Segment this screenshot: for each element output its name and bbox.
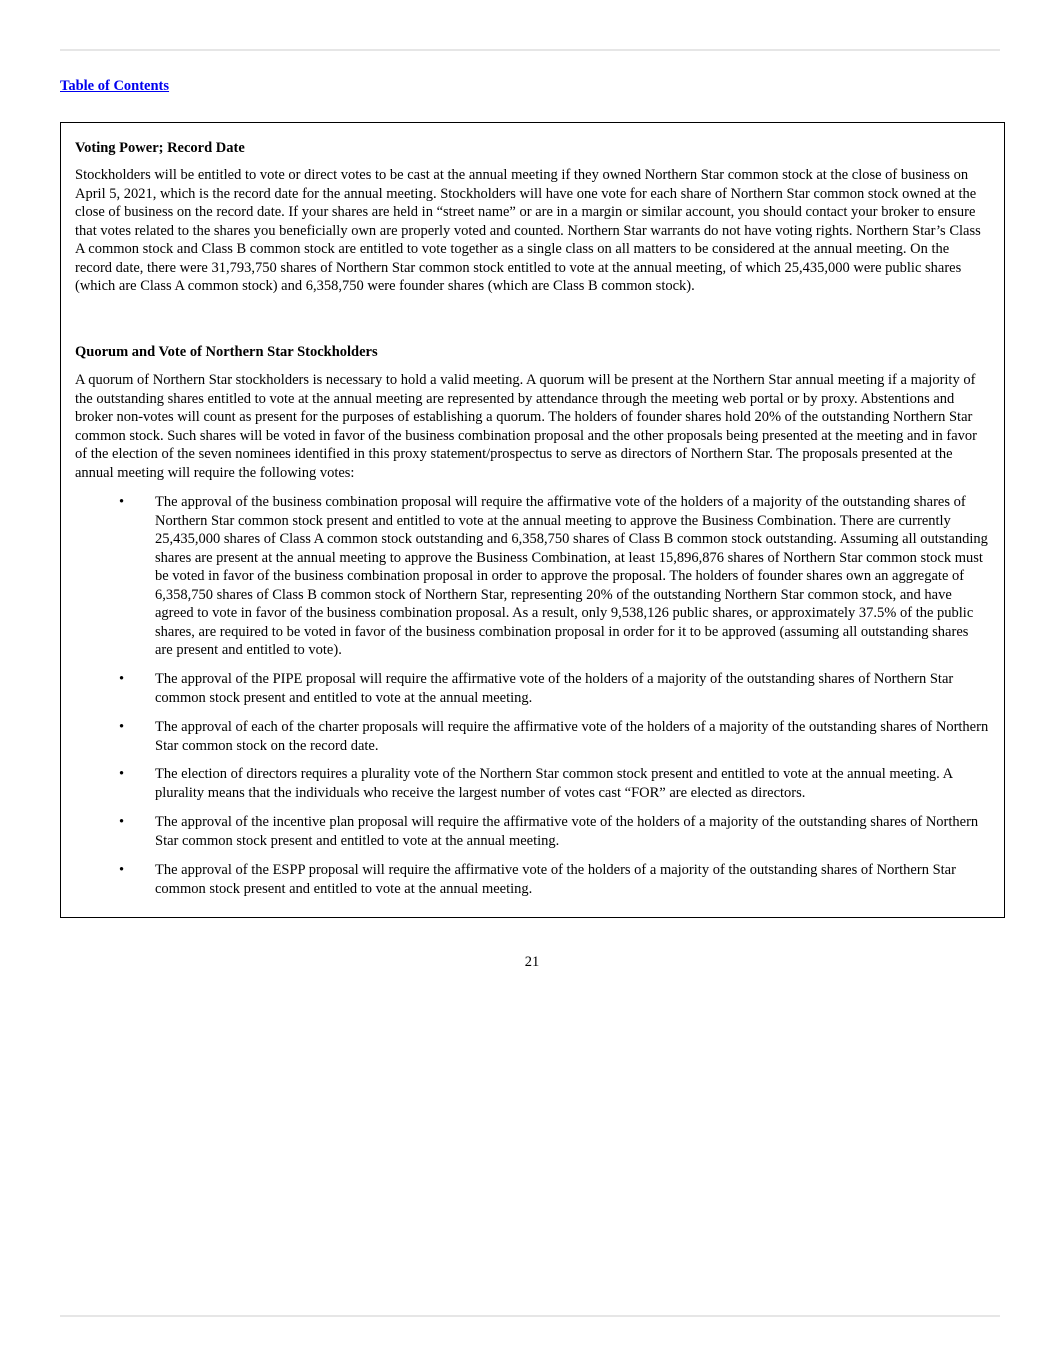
list-item-text: The approval of the PIPE proposal will require the affirmative vote of the holders of a majority of the outstanding shares of Northern Star common stock present and entitled to vote at the annual meeting. <box>155 671 954 706</box>
bullet-icon: • <box>119 814 125 830</box>
table-of-contents-link[interactable]: Table of Contents <box>60 78 170 94</box>
bullet-icon: • <box>119 671 125 687</box>
voting-power-heading: Voting Power; Record Date <box>75 140 245 156</box>
top-divider <box>60 49 1000 51</box>
bullet-icon: • <box>119 494 125 510</box>
list-item-text: The approval of each of the charter proposals will require the affirmative vote of the holders of a majority of the outstanding shares of Northern Star common stock on the record date. <box>155 719 989 754</box>
bullet-icon: • <box>119 719 125 735</box>
quorum-paragraph: A quorum of Northern Star stockholders is necessary to hold a valid meeting. A quorum will be present at the Northern Star annual meeting if a majority of the outstanding shares entitled to vote at the annual meeting are represented by attendance through the meeting web portal or by proxy. Abstentions and broker non-votes will count as present for the purposes of establishing a quorum. The holders of founder shares hold 20% of the outstanding Northern Star common stock. Such shares will be voted in favor of the business combination proposal and the other proposals being presented at the meeting and in favor of the election of the seven nominees identified in this proxy statement/prospectus to serve as directors of Northern Star. The proposals presented at the annual meeting will require the following votes: <box>75 372 978 481</box>
list-item-text: The approval of the business combination proposal will require the affirmative vote of the holders of a majority of the outstanding shares of Northern Star common stock present and entitled to vote at the annual meeting to approve the Business Combination. There are currently 25,435,000 shares of Class A common stock outstanding and 6,358,750 shares of Class B common stock outstanding. Assuming all outstanding shares are present at the annual meeting to approve the Business Combination, at least 15,896,876 shares of Northern Star common stock must be voted in favor of the business combination proposal in order to approve the proposal. The holders of founder shares own an aggregate of 6,358,750 shares of Class B common stock of Northern Star, representing 20% of the outstanding Northern Star common stock, and have agreed to vote in favor of the business combination proposal. As a result, only 9,538,126 public shares, or approximately 37.5% of the public shares, are required to be voted in favor of the business combination proposal in order for it to be approved (assuming all outstanding shares are present and entitled to vote). <box>155 494 988 658</box>
list-item-text: The approval of the incentive plan proposal will require the affirmative vote of the holders of a majority of the outstanding shares of Northern Star common stock present and entitled to vote at the annual meeting. <box>155 814 979 849</box>
quorum-heading: Quorum and Vote of Northern Star Stockholders <box>75 344 378 360</box>
bullet-icon: • <box>119 766 125 782</box>
bottom-divider <box>60 1315 1000 1317</box>
list-item-text: The approval of the ESPP proposal will require the affirmative vote of the holders of a majority of the outstanding shares of Northern Star common stock present and entitled to vote at the annual meeting. <box>155 862 956 897</box>
list-item-text: The election of directors requires a plurality vote of the Northern Star common stock present and entitled to vote at the annual meeting. A plurality means that the individuals who receive the largest number of votes cast “FOR” are elected as directors. <box>155 766 953 801</box>
voting-power-paragraph: Stockholders will be entitled to vote or direct votes to be cast at the annual meeting if they owned Northern Star common stock at the close of business on April 5, 2021, which is the record date for the annual meeting. Stockholders will have one vote for each share of Northern Star common stock owned at the close of business on the record date. If your shares are held in “street name” or are in a margin or similar account, you should contact your broker to ensure that votes related to the shares you beneficially own are properly voted and counted. Northern Star warrants do not have voting rights. Northern Star’s Class A common stock and Class B common stock are entitled to vote together as a single class on all matters to be considered at the annual meeting. On the record date, there were 31,793,750 shares of Northern Star common stock entitled to vote at the annual meeting, of which 25,435,000 were public shares (which are Class A common stock) and 6,358,750 were founder shares (which are Class B common stock). <box>75 167 981 294</box>
bullet-icon: • <box>119 862 125 878</box>
content-box <box>60 122 1005 918</box>
page-number: 21 <box>524 954 540 970</box>
